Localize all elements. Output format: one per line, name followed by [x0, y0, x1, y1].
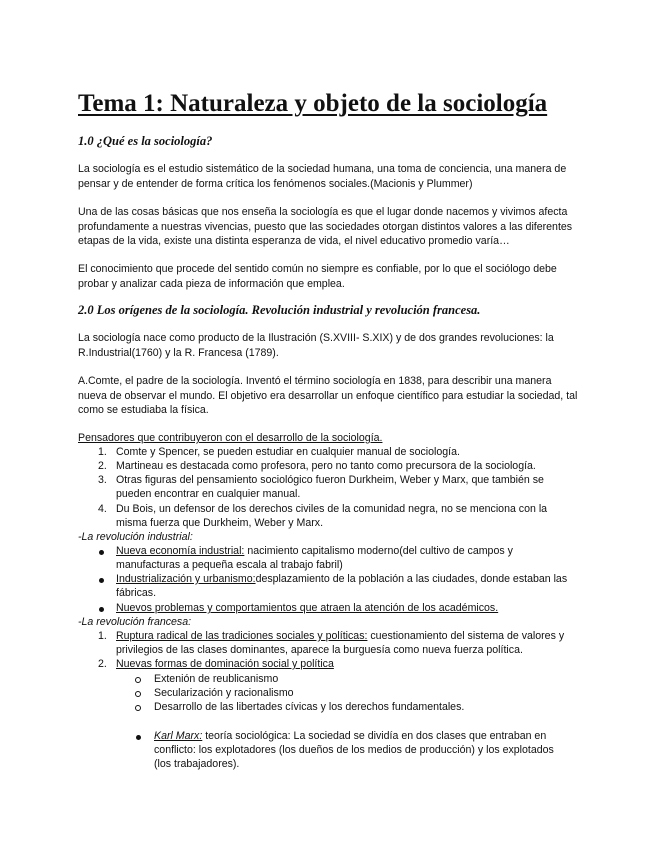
list-item-text: privilegios de las clases dominantes, aparece la burguesía como nueva fuerza política. — [116, 644, 523, 656]
bullet-icon — [99, 550, 104, 555]
list-number: 1. — [98, 446, 107, 458]
section-2-heading: 2.0 Los orígenes de la sociología. Revolución industrial y revolución francesa. — [78, 303, 481, 317]
paragraph: El conocimiento que procede del sentido común no siempre es confiable, por lo que el sociólogo debe probar y analizar cada pieza de información que emplea. — [78, 263, 557, 290]
list-item-text: Otras figuras del pensamiento sociológico fueron Durkheim, Weber y Marx, que también se — [116, 474, 544, 486]
bullet-icon — [99, 578, 104, 583]
list-item-text: Du Bois, un defensor de los derechos civiles de la comunidad negra, no se menciona con la — [116, 503, 548, 515]
paragraph: Una de las cosas básicas que nos enseña la sociología es que el lugar donde nacemos y vivimos afecta profundamente a nuestras vivencias, puesto que las sociedades otorgan distintos valores a las diferentes etapas de la vida, existe una distinta esperanza de vida, el nivel educativo promedio varía… — [78, 206, 573, 248]
list-item-text: Martineau es destacada como profesora, pero no tanto como precursora de la sociología. — [116, 460, 536, 472]
list-item-text: Nueva economía industrial: nacimiento capitalismo moderno(del cultivo de campos y — [116, 545, 513, 557]
list-item-text: Ruptura radical de las tradiciones sociales y políticas: cuestionamiento del sistema de valores y — [116, 630, 565, 642]
page-title: Tema 1: Naturaleza y objeto de la sociología — [78, 90, 548, 117]
bullet-icon — [136, 735, 141, 740]
list-item-text: Industrialización y urbanismo:desplazamiento de la población a las ciudades, donde estaban las — [116, 573, 568, 585]
list-item-text: misma fuerza que Durkheim, Weber y Marx. — [116, 517, 324, 529]
list-item-text: Nuevas formas de dominación social y política — [116, 658, 334, 670]
bullet-icon — [99, 607, 104, 612]
list-item-text: Nuevos problemas y comportamientos que atraen la atención de los académicos. — [116, 602, 499, 614]
paragraph: A.Comte, el padre de la sociología. Inventó el término sociología en 1838, para describir una manera nueva de observar el mundo. El objetivo era desarrollar un enfoque científico para estudiar la sociedad, tal como se estudiaba la física. — [78, 375, 578, 417]
list-item-text: Comte y Spencer, se pueden estudiar en cualquier manual de sociología. — [116, 446, 460, 458]
list-item-text: manufacturas a pequeña escala al trabajo fabril) — [116, 559, 343, 571]
bullet-icon — [135, 705, 141, 711]
list-item-text: Secularización y racionalismo — [154, 687, 294, 699]
list-number: 3. — [98, 474, 107, 486]
list-item-text: (los trabajadores). — [154, 758, 240, 770]
list-number: 4. — [98, 503, 107, 515]
list-number: 2. — [98, 460, 107, 472]
bullet-icon — [135, 677, 141, 683]
section-1-heading: 1.0 ¿Qué es la sociología? — [78, 134, 213, 148]
industrial-heading: -La revolución industrial: — [78, 531, 193, 543]
paragraph: La sociología es el estudio sistemático de la sociedad humana, una toma de conciencia, una manera de pensar y de entender de forma crítica los fenómenos sociales.(Macionis y Plummer) — [78, 163, 567, 190]
bullet-icon — [135, 691, 141, 697]
list-number: 1. — [98, 630, 107, 642]
list-item-text: fábricas. — [116, 587, 157, 599]
list-item-text: pueden encontrar en cualquier manual. — [116, 488, 301, 500]
french-heading: -La revolución francesa: — [78, 616, 192, 628]
thinkers-heading: Pensadores que contribuyeron con el desarrollo de la sociología. — [78, 432, 383, 444]
list-item-text: conflicto: los explotadores (los dueños de los medios de producción) y los explotados — [154, 744, 554, 756]
list-number: 2. — [98, 658, 107, 670]
list-item-text: Extenión de reublicanismo — [154, 673, 279, 685]
list-item-text: Desarrollo de las libertades cívicas y los derechos fundamentales. — [154, 701, 465, 713]
paragraph: La sociología nace como producto de la Ilustración (S.XVIII- S.XIX) y de dos grandes revoluciones: la R.Industrial(1760) y la R. Francesa (1789). — [78, 332, 554, 359]
list-item-text: Karl Marx: teoría sociológica: La sociedad se dividía en dos clases que entraban en — [154, 730, 547, 742]
